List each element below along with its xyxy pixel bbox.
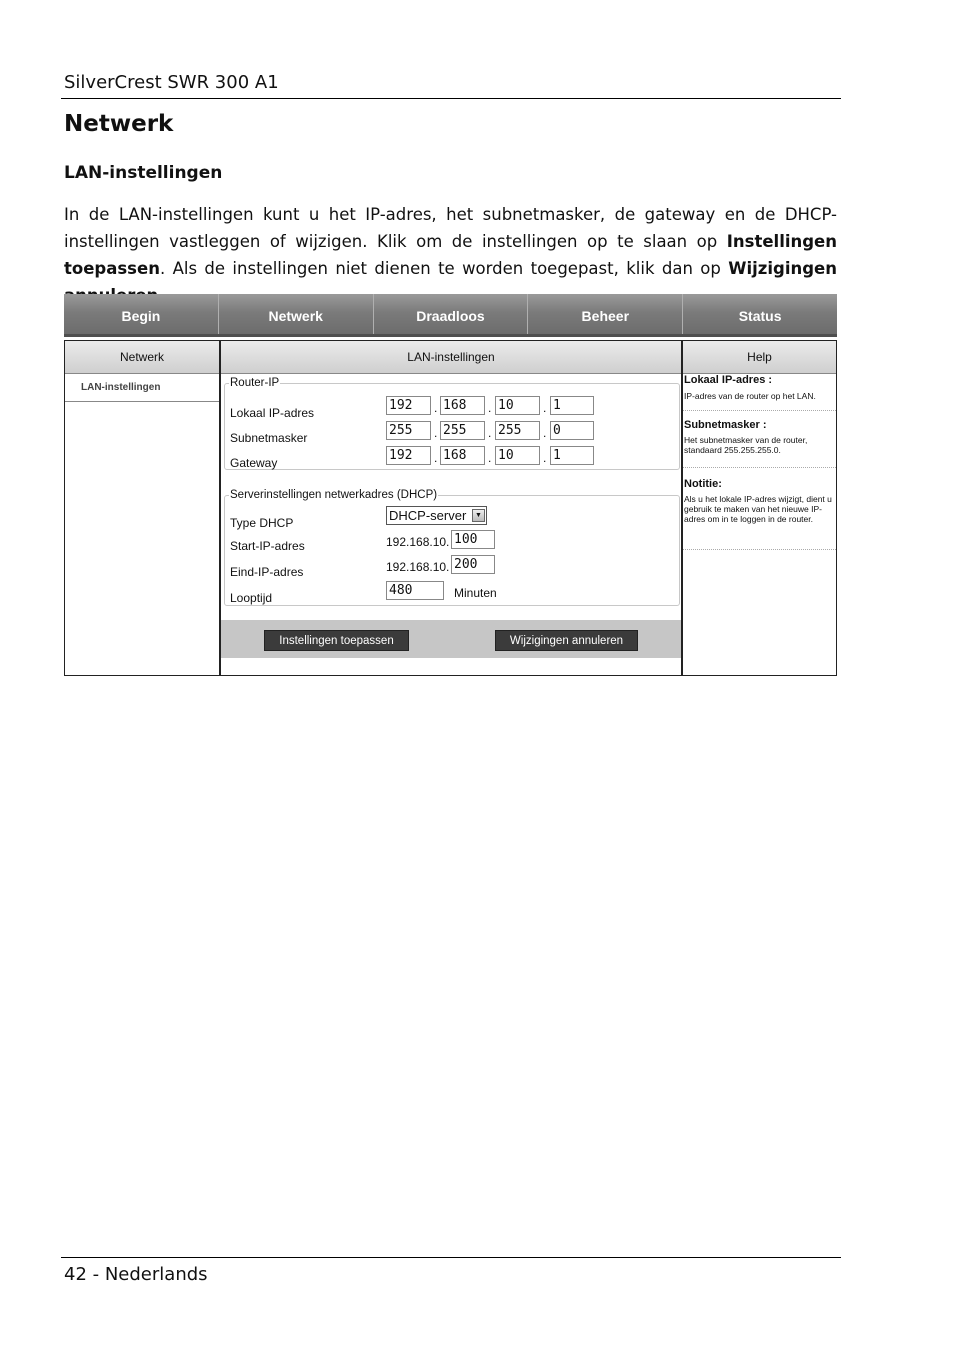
apply-settings-button[interactable]: Instellingen toepassen — [264, 630, 409, 651]
section-heading: Netwerk — [64, 111, 174, 137]
local-ip-octet-3[interactable]: 10 — [495, 396, 540, 415]
nav-tab-draadloos[interactable]: Draadloos — [374, 294, 529, 334]
start-ip-input[interactable]: 100 — [451, 530, 495, 549]
help-text: Het subnetmasker van de router, standaard 255.255.255.0. — [684, 435, 808, 455]
help-header: Help — [683, 341, 836, 374]
document-header: SilverCrest SWR 300 A1 — [64, 72, 279, 93]
dropdown-arrow-icon[interactable]: ▼ — [472, 509, 485, 522]
lease-time-unit: Minuten — [454, 586, 497, 600]
help-text: Als u het lokale IP-adres wijzigt, dient u gebruik te maken van het nieuwe IP-adres om in te loggen in de router. — [684, 494, 832, 524]
page-footer: 42 - Nederlands — [64, 1264, 208, 1285]
subnet-octet-1[interactable]: 255 — [386, 421, 431, 440]
start-ip-label: Start-IP-adres — [230, 539, 305, 553]
help-section-local-ip — [683, 374, 836, 411]
side-menu-item-lan[interactable]: LAN-instellingen — [65, 374, 219, 402]
lease-time-label: Looptijd — [230, 591, 273, 605]
help-title: Lokaal IP-adres : — [684, 374, 773, 386]
dhcp-legend: Serverinstellingen netwerkadres (DHCP) — [230, 489, 438, 501]
main-panel-header: LAN-instellingen — [221, 341, 681, 374]
main-panel: LAN-instellingen Router-IP Lokaal IP-adres 192 . 168 . 10 . 1 Subnetmasker 255 . 255 . 255 . 0 Gateway 192 . 168 . 10 . 1 Serverinstellingen netwerkadres (DHCP) Type DHCP DHCP-server ▼ Start-IP-adres 192.168.10. 100 Eind-IP-adres 192.168.10. 200 Looptijd 480 Minuten Instellingen toepassen Wijzigingen annuleren — [220, 340, 682, 676]
nav-tab-netwerk[interactable]: Netwerk — [219, 294, 374, 334]
gateway-octet-2[interactable]: 168 — [440, 446, 485, 465]
local-ip-octet-4[interactable]: 1 — [550, 396, 594, 415]
local-ip-octet-2[interactable]: 168 — [440, 396, 485, 415]
router-ui-screenshot — [64, 294, 837, 676]
end-ip-label: Eind-IP-adres — [230, 565, 304, 579]
help-section-note — [683, 468, 836, 550]
dhcp-type-select[interactable] — [386, 506, 487, 525]
gateway-octet-1[interactable]: 192 — [386, 446, 431, 465]
button-bar — [221, 620, 681, 658]
side-menu-header: Netwerk — [65, 341, 219, 374]
router-ip-legend: Router-IP — [230, 377, 280, 389]
nav-tab-begin[interactable]: Begin — [64, 294, 219, 334]
subnet-octet-4[interactable]: 0 — [550, 421, 594, 440]
start-ip-prefix: 192.168.10. — [386, 535, 450, 549]
gateway-label: Gateway — [230, 456, 278, 470]
help-section-subnet — [683, 411, 836, 468]
gateway-octet-3[interactable]: 10 — [495, 446, 540, 465]
help-text: IP-adres van de router op het LAN. — [684, 391, 816, 401]
subnet-octet-3[interactable]: 255 — [495, 421, 540, 440]
help-panel — [682, 340, 837, 676]
help-title: Notitie: — [684, 478, 722, 490]
end-ip-input[interactable]: 200 — [451, 555, 495, 574]
subnet-octet-2[interactable]: 255 — [440, 421, 485, 440]
end-ip-prefix: 192.168.10. — [386, 560, 450, 574]
top-navigation — [64, 294, 837, 337]
subnet-mask-label: Subnetmasker — [230, 431, 308, 445]
lease-time-input[interactable]: 480 — [386, 581, 444, 600]
side-menu — [64, 340, 220, 676]
cancel-changes-button[interactable]: Wijzigingen annuleren — [495, 630, 638, 651]
footer-rule — [61, 1257, 841, 1258]
dhcp-type-value: DHCP-server — [389, 508, 467, 523]
nav-tab-status[interactable]: Status — [738, 308, 782, 324]
nav-tab-beheer[interactable]: Beheer — [528, 294, 683, 334]
intro-paragraph: In de LAN-instellingen kunt u het IP-adres, het subnetmasker, de gateway en de DHCP-instellingen vastleggen of wijzigen. Klik om de instellingen op te slaan op Instellingen toepassen. Als de instellingen niet dienen te worden toegepast, klik dan op Wijzigingen — [64, 205, 837, 278]
subsection-heading: LAN-instellingen — [64, 163, 223, 183]
help-title: Subnetmasker : — [684, 419, 767, 431]
local-ip-octet-1[interactable]: 192 — [386, 396, 431, 415]
dhcp-type-label: Type DHCP — [230, 516, 294, 530]
header-rule — [61, 98, 841, 99]
gateway-octet-4[interactable]: 1 — [550, 446, 594, 465]
local-ip-label: Lokaal IP-adres — [230, 406, 315, 420]
